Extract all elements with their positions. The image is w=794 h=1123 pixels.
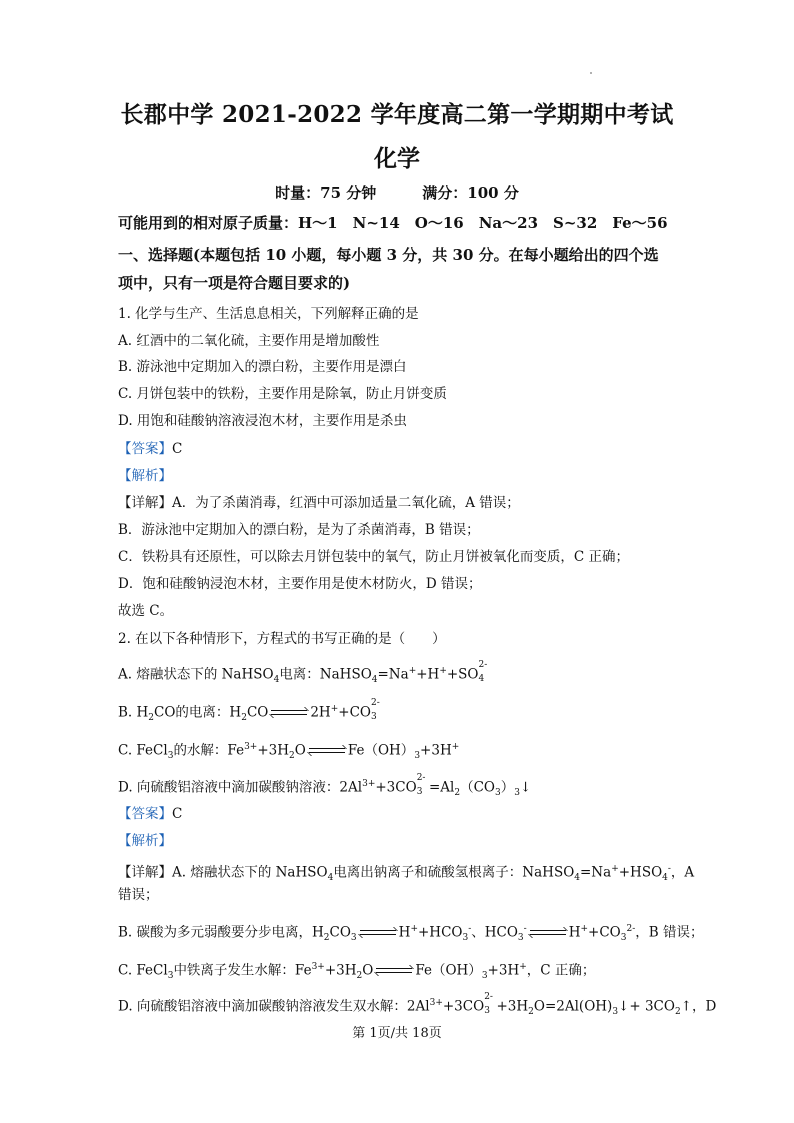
equilibrium-arrow-icon xyxy=(271,708,307,718)
answer-value: C xyxy=(172,806,183,822)
q1-analysis-label: 【解析】 xyxy=(118,468,172,484)
q2-detail-a: 【详解】A. 熔融状态下的 NaHSO$_4$电离出钠离子和硫酸氢根离子：$NaHSO_4=Na^++HSO_4^-$，A xyxy=(118,864,695,884)
full-score: 满分：100 分 xyxy=(422,184,519,202)
section-heading-line1: 一、选择题(本题包括 10 小题，每小题 3 分，共 30 分。在每小题给出的四个选 xyxy=(118,246,659,264)
q1-detail-1: 【详解】A．为了杀菌消毒，红酒中可添加适量二氧化硫，A 错误； xyxy=(118,495,520,511)
q2-option-a: A. 熔融状态下的 NaHSO$_4$电离：NaHSO$_4$=Na++H++SO 2- 4 xyxy=(118,659,488,686)
q2-detail-a-cont: 错误； xyxy=(118,887,159,903)
q1-detail-3: C．铁粉具有还原性，可以除去月饼包装中的氧气，防止月饼被氧化而变质，C 正确； xyxy=(118,549,629,565)
q1-detail-2: B．游泳池中定期加入的漂白粉，是为了杀菌消毒，B 错误； xyxy=(118,522,480,538)
q2-option-d: D. 向硫酸铝溶液中滴加碳酸钠溶液：$2Al^{3+}+3CO$ 2- 3 $=Al_2(CO_3)_3↓$ xyxy=(118,772,532,799)
q1-answer xyxy=(118,440,182,458)
equilibrium-arrow-icon xyxy=(360,928,396,938)
q2-option-c: C. FeCl$_3$的水解：$Fe^{3+}+3H_2O$ $Fe(OH)_3+3H^+$ xyxy=(118,742,460,762)
q1-option-b: B. 游泳池中定期加入的漂白粉，主要作用是漂白 xyxy=(118,359,407,375)
scan-speck xyxy=(590,72,592,74)
section-heading-line2: 项中，只有一项是符合题目要求的) xyxy=(118,274,351,292)
q1-detail-4: D．饱和硅酸钠浸泡木材，主要作用是使木材防火，D 错误； xyxy=(118,576,482,592)
exam-meta xyxy=(0,182,794,203)
q1-option-c: C. 月饼包装中的铁粉，主要作用是除氧，防止月饼变质 xyxy=(118,386,447,402)
atomic-masses: 可能用到的相对原子质量：H～1 N~14 O～16 Na～23 S~32 Fe～56 xyxy=(118,214,668,232)
q2-analysis-label: 【解析】 xyxy=(118,833,172,849)
equilibrium-arrow-icon xyxy=(376,966,412,976)
equilibrium-arrow-icon xyxy=(530,928,566,938)
q1-conclusion: 故选 C。 xyxy=(118,603,174,619)
exam-title: 长郡中学 2021-2022 学年度高二第一学期期中考试 xyxy=(120,101,674,128)
answer-label: 【答案】 xyxy=(118,441,172,457)
subject-title: 化学 xyxy=(374,145,420,172)
equilibrium-arrow-icon xyxy=(309,746,345,756)
answer-value: C xyxy=(172,441,183,457)
q2-detail-b: B. 碳酸为多元弱酸要分步电离，$H_2CO_3$ $H^++HCO_3^-$、$HCO_3^-$ $H^++CO_3^{2-}$，B 错误； xyxy=(118,924,704,944)
q2-answer xyxy=(118,805,182,823)
answer-label: 【答案】 xyxy=(118,806,172,822)
q1-option-a: A. 红酒中的二氧化硫，主要作用是增加酸性 xyxy=(118,333,380,349)
page-footer: 第 1页/共 18页 xyxy=(352,1026,442,1041)
q1-option-d: D. 用饱和硅酸钠溶液浸泡木材，主要作用是杀虫 xyxy=(118,413,407,429)
q2-option-b: B. $H_2CO$的电离：$H_2CO$ 2H++CO 2- 3 xyxy=(118,697,380,724)
q2-detail-d: D. 向硫酸铝溶液中滴加碳酸钠溶液发生双水解：$2Al^{3+}+3CO$ 2- 3 $+3H_2O=2Al(OH)_3↓+$ $3CO_2↑$，D xyxy=(118,991,717,1018)
q2-stem: 2. 在以下各种情形下，方程式的书写正确的是（ ） xyxy=(118,631,446,647)
time-limit: 时量：75 分钟 xyxy=(275,184,377,202)
q2-detail-c: C. FeCl$_3$中铁离子发生水解：$Fe^{3+}+3H_2O$ $Fe(OH)_3+3H^+$，C 正确； xyxy=(118,962,596,982)
q1-stem: 1. 化学与生产、生活息息相关，下列解释正确的是 xyxy=(118,306,419,322)
